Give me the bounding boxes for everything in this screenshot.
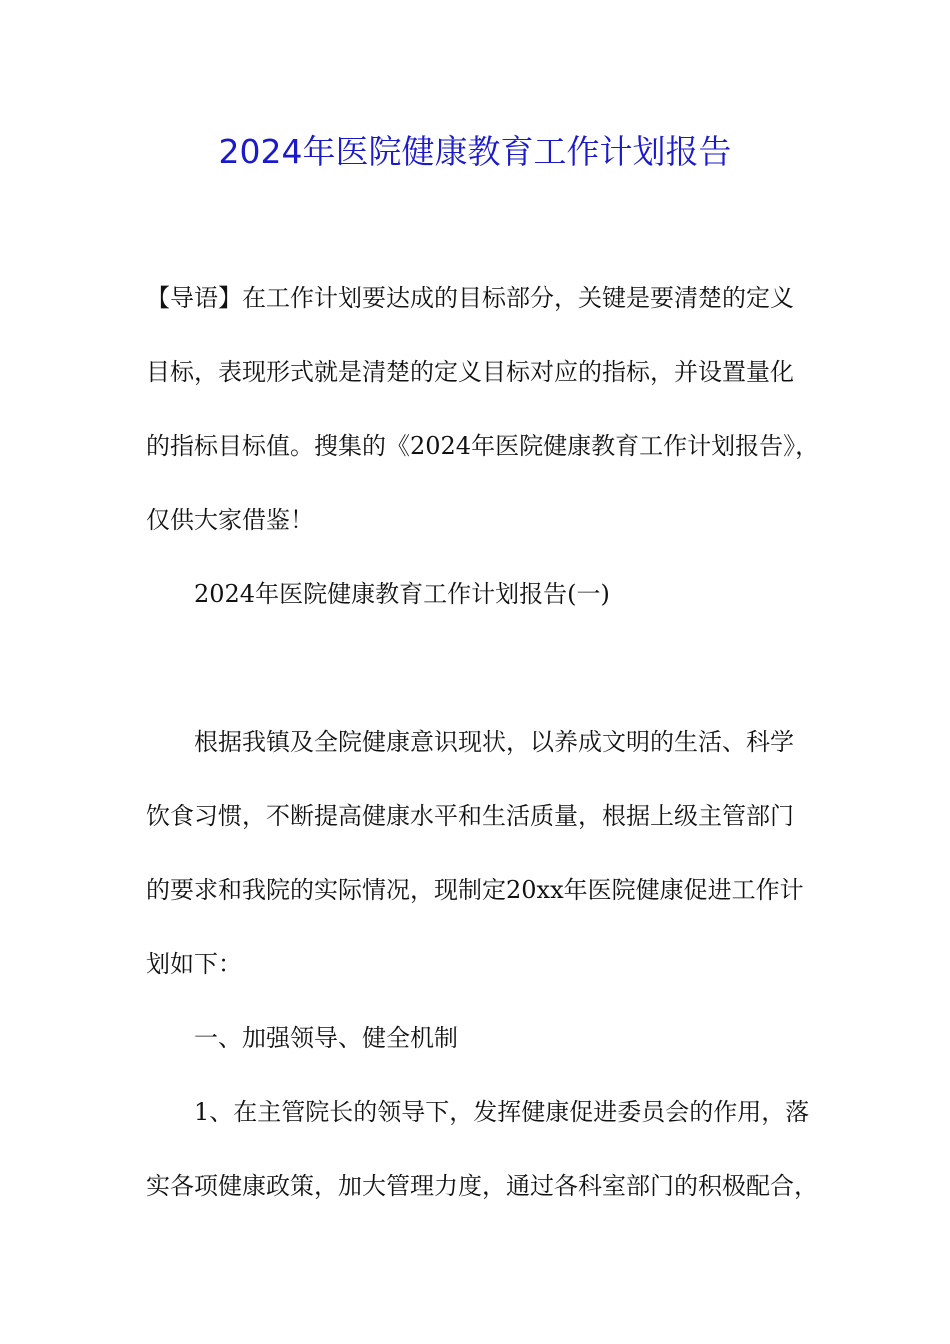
- body-line-3: 的要求和我院的实际情况，现制定20xx年医院健康促进工作计: [146, 876, 804, 904]
- body-line-1: 根据我镇及全院健康意识现状，以养成文明的生活、科学: [194, 728, 794, 756]
- intro-line-4: 仅供大家借鉴！: [146, 506, 314, 534]
- intro-line-3: 的指标目标值。搜集的《2024年医院健康教育工作计划报告》，: [146, 432, 820, 460]
- body-line-2: 饮食习惯，不断提高健康水平和生活质量，根据上级主管部门: [146, 802, 794, 830]
- item-line-2: 实各项健康政策，加大管理力度，通过各科室部门的积极配合，: [146, 1172, 818, 1200]
- section-heading: 2024年医院健康教育工作计划报告(一): [194, 580, 610, 608]
- item-line-1: 1、在主管院长的领导下，发挥健康促进委员会的作用，落: [194, 1098, 810, 1126]
- document-title: 2024年医院健康教育工作计划报告: [218, 132, 732, 171]
- subsection-heading: 一、加强领导、健全机制: [194, 1024, 458, 1052]
- intro-line-2: 目标，表现形式就是清楚的定义目标对应的指标，并设置量化: [146, 358, 794, 386]
- intro-line-1: 【导语】在工作计划要达成的目标部分，关键是要清楚的定义: [146, 284, 794, 312]
- body-line-4: 划如下：: [146, 950, 242, 978]
